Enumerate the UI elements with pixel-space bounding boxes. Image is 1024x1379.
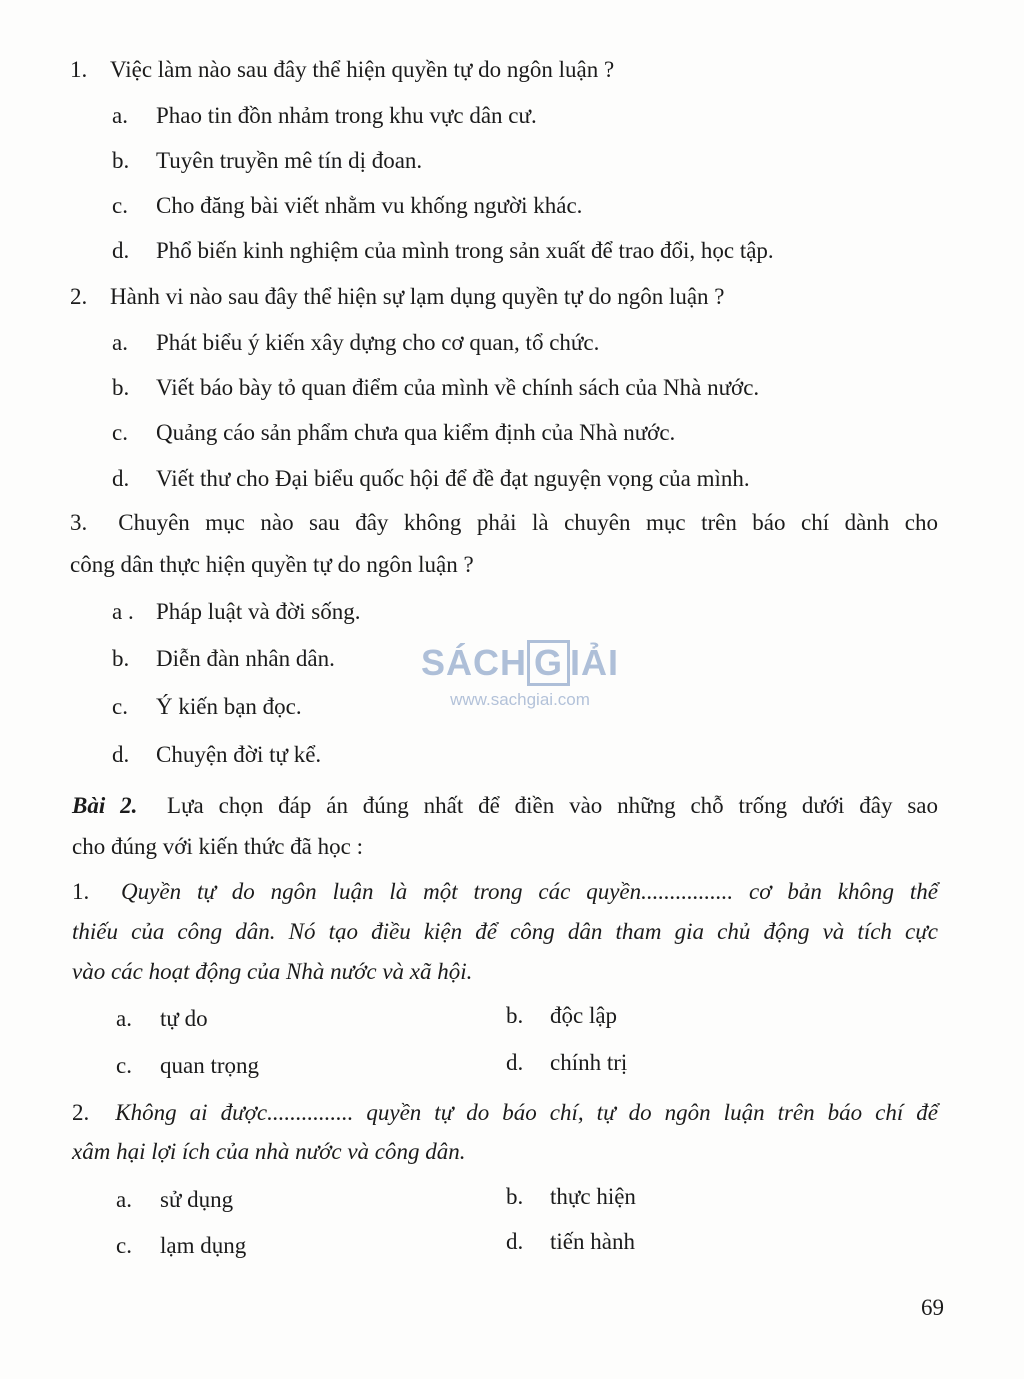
option-text: Ý kiến bạn đọc.: [156, 694, 302, 719]
fill-q1-option-b: [506, 1001, 617, 1031]
fill-q2-option-a: [116, 1185, 233, 1215]
option-letter: c.: [116, 1233, 132, 1258]
fill-q2-option-d: [506, 1227, 635, 1257]
watermark-suffix: IẢI: [570, 642, 620, 683]
question-number: 1.: [70, 57, 88, 82]
q3-option-a: [112, 597, 360, 627]
option-text: chính trị: [550, 1050, 628, 1075]
fill-question-2-line2: xâm hại lợi ích của nhà nước và công dân.: [72, 1139, 466, 1164]
option-text: Diễn đàn nhân dân.: [156, 646, 335, 671]
q1-option-b: [112, 146, 422, 176]
question-number: 2.: [70, 284, 88, 309]
q2-option-d: [112, 464, 750, 494]
option-text: Phao tin đồn nhảm trong khu vực dân cư.: [156, 103, 537, 128]
option-letter: c.: [112, 193, 128, 218]
question-text-line1: Chuyên mục nào sau đây không phải là chuyên mục trên báo chí dành cho: [118, 510, 939, 535]
fill-question-1-line2: thiếu của công dân. Nó tạo điều kiện để công dân tham gia chủ động và tích cực: [72, 919, 938, 944]
option-text: sử dụng: [160, 1187, 234, 1212]
watermark-boxed-letter: G: [527, 640, 570, 686]
watermark: [410, 640, 630, 710]
question-number: 3.: [70, 510, 88, 535]
option-letter: c.: [116, 1053, 132, 1078]
fill-question-text-line1: Không ai được............... quyền tự do báo chí, tự do ngôn luận trên báo chí để: [115, 1100, 939, 1125]
option-letter: a .: [112, 599, 134, 624]
option-letter: a.: [116, 1187, 132, 1212]
option-letter: a.: [112, 330, 128, 355]
fill-question-text-line1: Quyền tự do ngôn luận là một trong các quyền................ cơ bản không thể: [121, 879, 939, 904]
option-text: tự do: [160, 1006, 208, 1031]
fill-q1-option-a: [116, 1004, 208, 1034]
option-letter: b.: [112, 375, 130, 400]
fill-q2-option-b: [506, 1182, 636, 1212]
fill-q2-option-c: [116, 1231, 246, 1261]
exercise-2-instruction-line2: cho đúng với kiến thức đã học :: [72, 834, 363, 859]
option-text: độc lập: [550, 1003, 618, 1028]
exercise-label: Bài 2.: [72, 793, 138, 818]
option-text: Quảng cáo sản phẩm chưa qua kiểm định của Nhà nước.: [156, 420, 676, 445]
q3-option-d: [112, 740, 321, 770]
option-letter: d.: [112, 466, 130, 491]
q2-option-b: [112, 373, 759, 403]
option-text: tiến hành: [550, 1229, 635, 1254]
option-letter: d.: [506, 1229, 524, 1254]
option-letter: a.: [112, 103, 128, 128]
page-number: 69: [921, 1295, 944, 1320]
watermark-logo: [410, 640, 630, 686]
q1-option-a: [112, 101, 537, 131]
exercise-2-heading: [72, 786, 938, 826]
option-text: Viết thư cho Đại biểu quốc hội để đề đạt nguyện vọng của mình.: [156, 466, 750, 491]
option-letter: b.: [506, 1003, 524, 1028]
option-text: Phổ biến kinh nghiệm của mình trong sản xuất để trao đổi, học tập.: [156, 238, 774, 263]
q3-option-b: [112, 644, 335, 674]
option-letter: b.: [112, 148, 130, 173]
option-letter: a.: [116, 1006, 132, 1031]
option-text: Phát biểu ý kiến xây dựng cho cơ quan, tổ chức.: [156, 330, 600, 355]
question-3: [70, 503, 938, 543]
option-letter: b.: [506, 1184, 524, 1209]
q3-option-c: [112, 692, 302, 722]
option-letter: c.: [112, 694, 128, 719]
fill-question-1: [72, 872, 938, 912]
q1-option-c: [112, 191, 582, 221]
option-letter: b.: [112, 646, 130, 671]
fill-q1-option-c: [116, 1051, 259, 1081]
question-number: 2.: [72, 1100, 90, 1125]
option-text: lạm dụng: [160, 1233, 247, 1258]
question-3-line2: công dân thực hiện quyền tự do ngôn luận ?: [70, 552, 474, 577]
exercise-instruction: Lựa chọn đáp án đúng nhất để điền vào những chỗ trống dưới đây sao: [167, 793, 939, 818]
option-text: quan trọng: [160, 1053, 260, 1078]
question-2: [70, 282, 725, 312]
option-text: Pháp luật và đời sống.: [156, 599, 361, 624]
option-text: Viết báo bày tỏ quan điểm của mình về chính sách của Nhà nước.: [156, 375, 760, 400]
question-text: Hành vi nào sau đây thể hiện sự lạm dụng quyền tự do ngôn luận ?: [110, 284, 725, 309]
q2-option-a: [112, 328, 599, 358]
fill-question-1-line3: vào các hoạt động của Nhà nước và xã hội.: [72, 959, 473, 984]
option-text: thực hiện: [550, 1184, 636, 1209]
watermark-url: www.sachgiai.com: [450, 690, 590, 709]
option-text: Chuyện đời tự kể.: [156, 742, 322, 767]
question-number: 1.: [72, 879, 90, 904]
option-letter: c.: [112, 420, 128, 445]
option-letter: d.: [112, 742, 130, 767]
option-letter: d.: [112, 238, 130, 263]
option-text: Tuyên truyền mê tín dị đoan.: [156, 148, 423, 173]
q1-option-d: [112, 236, 774, 266]
question-text: Việc làm nào sau đây thể hiện quyền tự do ngôn luận ?: [110, 57, 615, 82]
option-letter: d.: [506, 1050, 524, 1075]
fill-question-2: [72, 1093, 938, 1133]
option-text: Cho đăng bài viết nhằm vu khống người khác.: [156, 193, 583, 218]
fill-q1-option-d: [506, 1048, 627, 1078]
q2-option-c: [112, 418, 675, 448]
question-1: [70, 55, 614, 85]
watermark-prefix: SÁCH: [420, 642, 527, 683]
